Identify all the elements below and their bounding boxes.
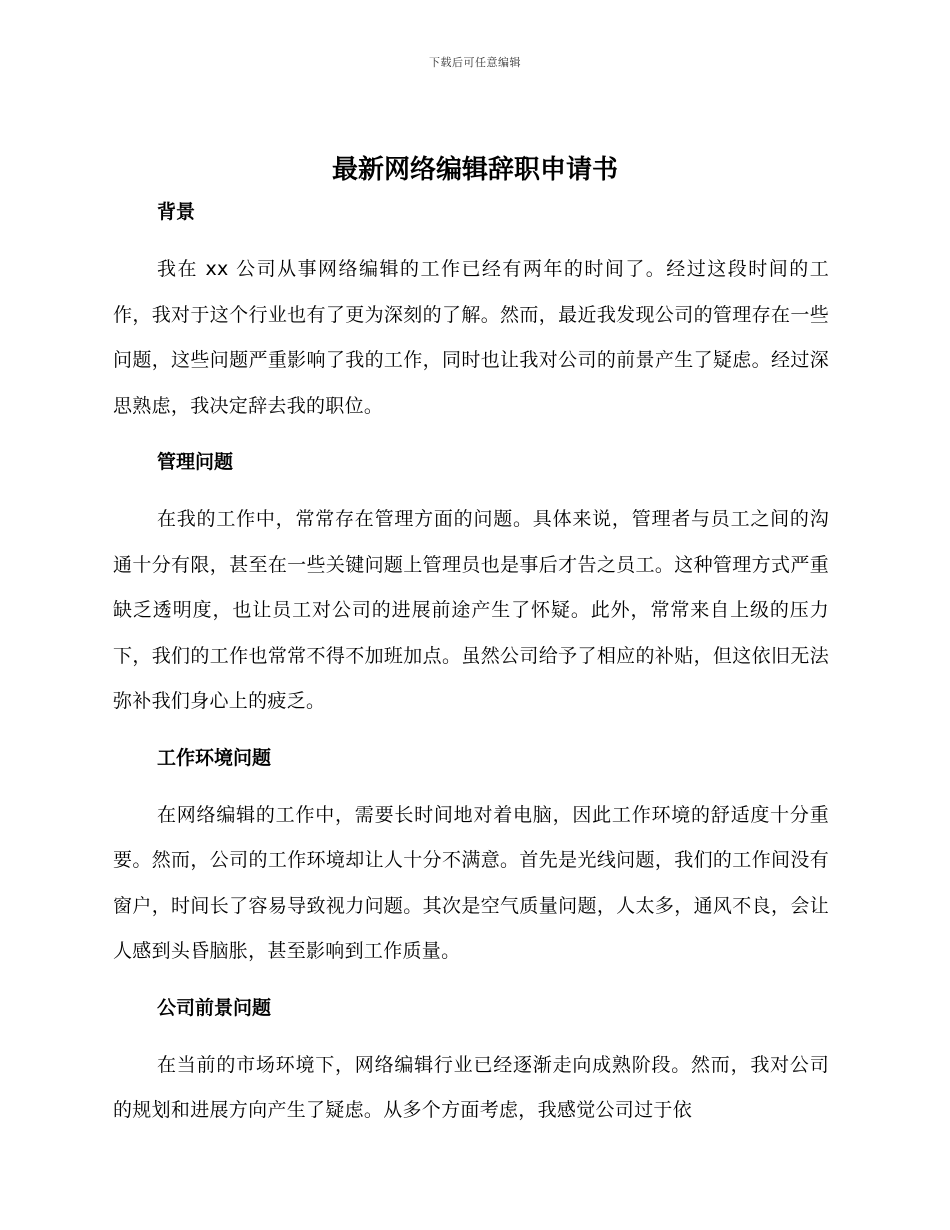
section-paragraph-background: 我在 xx 公司从事网络编辑的工作已经有两年的时间了。经过这段时间的工作，我对于这个行业也有了更为深刻的了解。然而，最近我发现公司的管理存在一些问题，这些问题严重影响了我的工作，同时也让我对公司的前景产生了疑虑。经过深思熟虑，我决定辞去我的职位。 <box>113 258 829 417</box>
section-paragraph-management: 在我的工作中，常常存在管理方面的问题。具体来说，管理者与员工之间的沟通十分有限，甚至在一些关键问题上管理员也是事后才告之员工。这种管理方式严重缺乏透明度，也让员工对公司的进展前途产生了怀疑。此外，常常来自上级的压力下，我们的工作也常常不得不加班加点。虽然公司给予了相应的补贴，但这依旧无法弥补我们身心上的疲乏。 <box>113 508 829 712</box>
section-heading-work-environment: 工作环境问题 <box>157 746 272 769</box>
section-heading-background: 背景 <box>157 201 196 223</box>
document-body <box>113 195 829 1134</box>
section-paragraph-company-outlook: 在当前的市场环境下，网络编辑行业已经逐渐走向成熟阶段。然而，我对公司的规划和进展方向产生了疑虑。从多个方面考虑，我感觉公司过于依 <box>113 1053 829 1121</box>
section-heading-company-outlook: 公司前景问题 <box>157 996 272 1019</box>
document-title: 最新网络编辑辞职申请书 <box>331 155 618 185</box>
section-heading-management: 管理问题 <box>157 451 234 473</box>
header-note: 下载后可任意编辑 <box>429 56 521 69</box>
section-paragraph-work-environment: 在网络编辑的工作中，需要长时间地对着电脑，因此工作环境的舒适度十分重要。然而，公司的工作环境却让人十分不满意。首先是光线问题，我们的工作间没有窗户，时间长了容易导致视力问题。其次是空气质量问题，人太多，通风不良，会让人感到头昏脑胀，甚至影响到工作质量。 <box>113 803 829 962</box>
